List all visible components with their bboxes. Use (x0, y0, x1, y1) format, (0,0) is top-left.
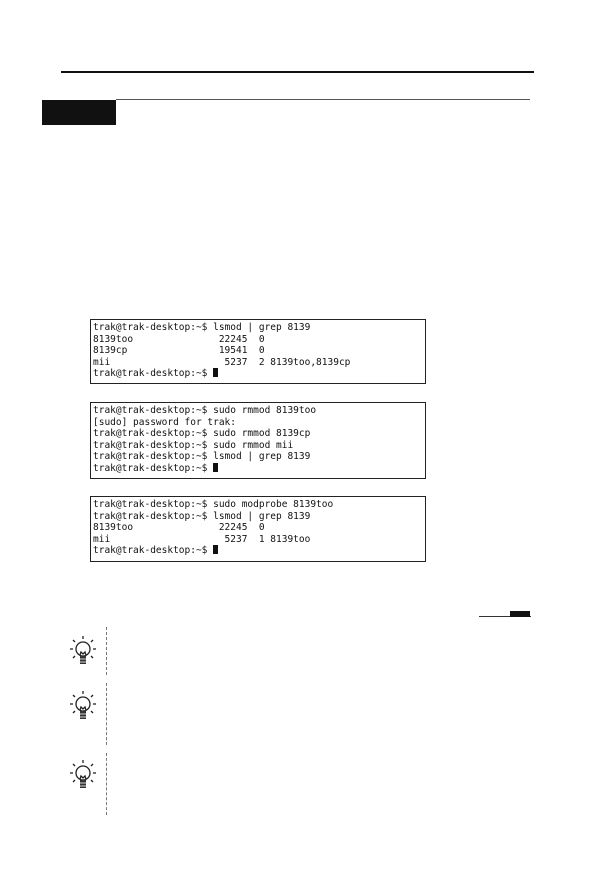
terminal-line: trak@trak-desktop:~$ sudo rmmod 8139cp (93, 428, 311, 440)
terminal-window-lsmod (90, 319, 426, 384)
terminal-line: trak@trak-desktop:~$ lsmod | grep 8139 (93, 451, 311, 463)
terminal-line: 8139cp 19541 0 (93, 345, 265, 357)
terminal-prompt: trak@trak-desktop:~$ (93, 462, 214, 474)
terminal-prompt-line (93, 368, 423, 380)
terminal-line: trak@trak-desktop:~$ sudo modprobe 8139too (93, 499, 334, 510)
tip-divider (106, 627, 107, 675)
terminal-line: mii 5237 2 8139too,8139cp (93, 356, 351, 368)
section-rule (116, 99, 530, 100)
cursor-icon (213, 463, 218, 472)
note-marker (510, 611, 530, 617)
terminal-line: trak@trak-desktop:~$ sudo rmmod 8139too (93, 405, 317, 416)
terminal-prompt-line (93, 545, 423, 557)
terminal-line: trak@trak-desktop:~$ lsmod | grep 8139 (93, 510, 311, 522)
terminal-prompt-line (93, 463, 423, 475)
terminal-line: [sudo] password for trak: (93, 416, 236, 428)
terminal-line: mii 5237 1 8139too (93, 533, 311, 545)
terminal-prompt: trak@trak-desktop:~$ (93, 368, 214, 380)
lightbulb-icon (68, 633, 98, 669)
header-rule (61, 71, 534, 73)
terminal-window-rmmod (90, 402, 426, 479)
cursor-icon (213, 368, 218, 377)
tip-divider (106, 753, 107, 815)
terminal-line: 8139too 22245 0 (93, 333, 265, 345)
lightbulb-icon (68, 757, 98, 793)
terminal-window-modprobe (90, 496, 426, 562)
cursor-icon (213, 545, 218, 554)
terminal-line: trak@trak-desktop:~$ sudo rmmod mii (93, 439, 294, 451)
terminal-line: 8139too 22245 0 (93, 522, 265, 534)
tip-divider (106, 683, 107, 745)
terminal-line: trak@trak-desktop:~$ lsmod | grep 8139 (93, 322, 311, 333)
lightbulb-icon (68, 688, 98, 724)
terminal-prompt: trak@trak-desktop:~$ (93, 545, 214, 557)
section-marker (42, 100, 116, 125)
